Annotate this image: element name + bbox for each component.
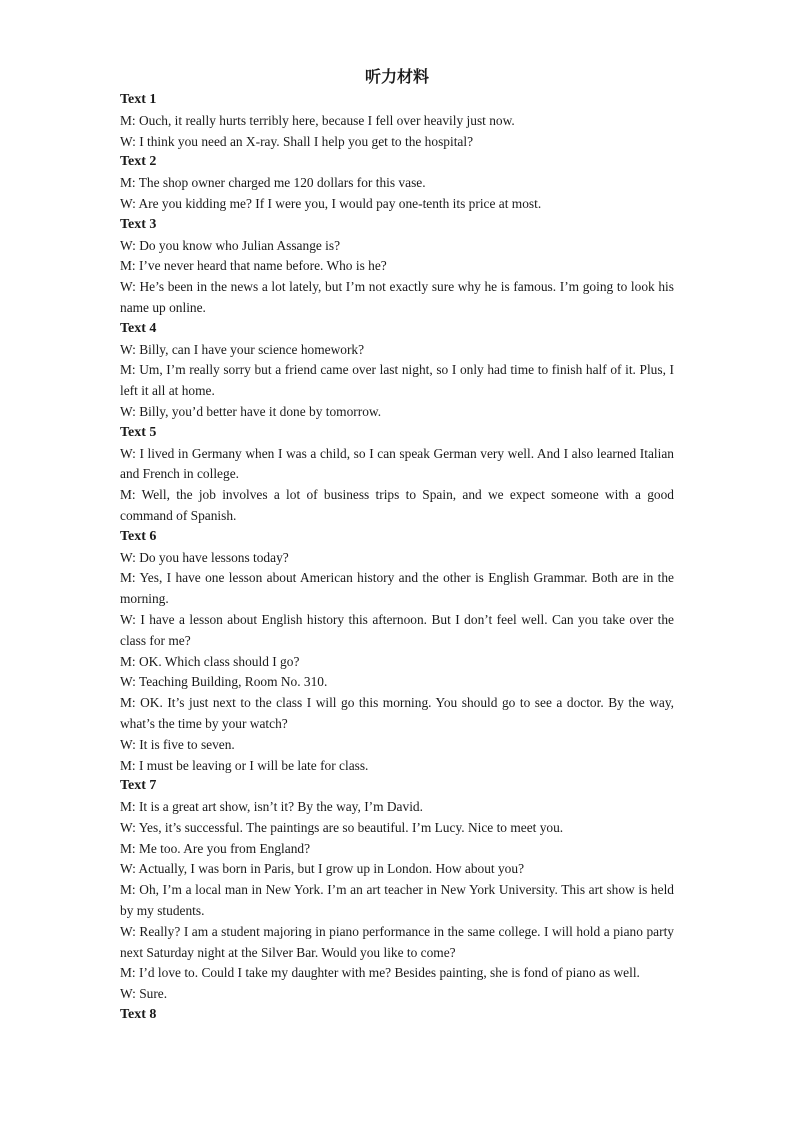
dialogue-line: M: Me too. Are you from England? <box>120 840 311 856</box>
dialogue-line: W: Sure. <box>120 986 168 1002</box>
section-heading: Text 7 <box>120 778 157 794</box>
dialogue-line: W: It is five to seven. <box>120 736 235 752</box>
dialogue-line: W: Do you have lessons today? <box>120 549 289 565</box>
dialogue-line: W: I think you need an X-ray. Shall I help you get to the hospital? <box>120 133 474 149</box>
dialogue-section <box>120 90 674 152</box>
dialogue-line: M: Ouch, it really hurts terribly here, because I fell over heavily just now. <box>120 112 515 128</box>
dialogue-line: M: Yes, I have one lesson about American history and the other is English Grammar. Both are in the morning. <box>120 570 674 607</box>
dialogue-line: W: He’s been in the news a lot lately, but I’m not exactly sure why he is famous. I’m going to look his name up online. <box>120 279 674 315</box>
dialogue-section <box>120 423 674 527</box>
dialogue-line: M: Oh, I’m a local man in New York. I’m an art teacher in New York University. This art show is held by my students. <box>120 882 674 919</box>
section-heading: Text 4 <box>120 320 157 336</box>
dialogue-line: W: I have a lesson about English history this afternoon. But I don’t feel well. Can you take over the class for me? <box>120 611 674 648</box>
dialogue-line: M: I must be leaving or I will be late for class. <box>120 757 369 773</box>
dialogue-section <box>120 1005 674 1026</box>
dialogue-line: M: OK. It’s just next to the class I will go this morning. You should go to see a doctor. By the way, what’s the time by your watch? <box>120 695 674 731</box>
dialogue-line: W: Really? I am a student majoring in piano performance in the same college. I will hold a piano party next Saturday night at the Silver Bar. Would you like to come? <box>120 923 674 960</box>
dialogue-section <box>120 776 674 1005</box>
section-heading: Text 8 <box>120 1007 157 1023</box>
section-heading: Text 5 <box>120 424 157 440</box>
dialogue-line: M: I’d love to. Could I take my daughter with me? Besides painting, she is fond of piano as well. <box>120 965 640 981</box>
dialogue-line: M: Well, the job involves a lot of business trips to Spain, and we expect someone with a good command of Spanish. <box>120 487 674 523</box>
dialogue-line: M: Um, I’m really sorry but a friend came over last night, so I only had time to finish half of it. Plus, I left it all at home. <box>120 362 674 399</box>
dialogue-line: W: Are you kidding me? If I were you, I would pay one-tenth its price at most. <box>120 195 542 211</box>
dialogue-line: W: I lived in Germany when I was a child, so I can speak German very well. And I also learned Italian and French in college. <box>120 445 674 482</box>
dialogue-section <box>120 527 674 777</box>
dialogue-line: W: Teaching Building, Room No. 310. <box>120 674 328 690</box>
dialogue-line: W: Billy, you’d better have it done by tomorrow. <box>120 403 382 419</box>
dialogue-section <box>120 319 674 423</box>
section-heading: Text 6 <box>120 528 157 544</box>
dialogue-line: W: Yes, it’s successful. The paintings are so beautiful. I’m Lucy. Nice to meet you. <box>120 819 564 835</box>
dialogue-line: M: It is a great art show, isn’t it? By the way, I’m David. <box>120 799 423 815</box>
dialogue-line: W: Do you know who Julian Assange is? <box>120 237 341 253</box>
page-title: 听力材料 <box>364 67 429 86</box>
document-page <box>120 66 674 1026</box>
dialogue-line: M: OK. Which class should I go? <box>120 653 300 669</box>
transcript-body <box>120 90 674 1026</box>
dialogue-section <box>120 215 674 319</box>
dialogue-line: W: Actually, I was born in Paris, but I grow up in London. How about you? <box>120 861 525 877</box>
dialogue-section <box>120 152 674 214</box>
dialogue-line: M: I’ve never heard that name before. Who is he? <box>120 258 387 274</box>
section-heading: Text 3 <box>120 216 157 232</box>
section-heading: Text 2 <box>120 154 157 170</box>
dialogue-line: M: The shop owner charged me 120 dollars for this vase. <box>120 175 426 191</box>
section-heading: Text 1 <box>120 92 157 107</box>
dialogue-line: W: Billy, can I have your science homework? <box>120 341 365 357</box>
